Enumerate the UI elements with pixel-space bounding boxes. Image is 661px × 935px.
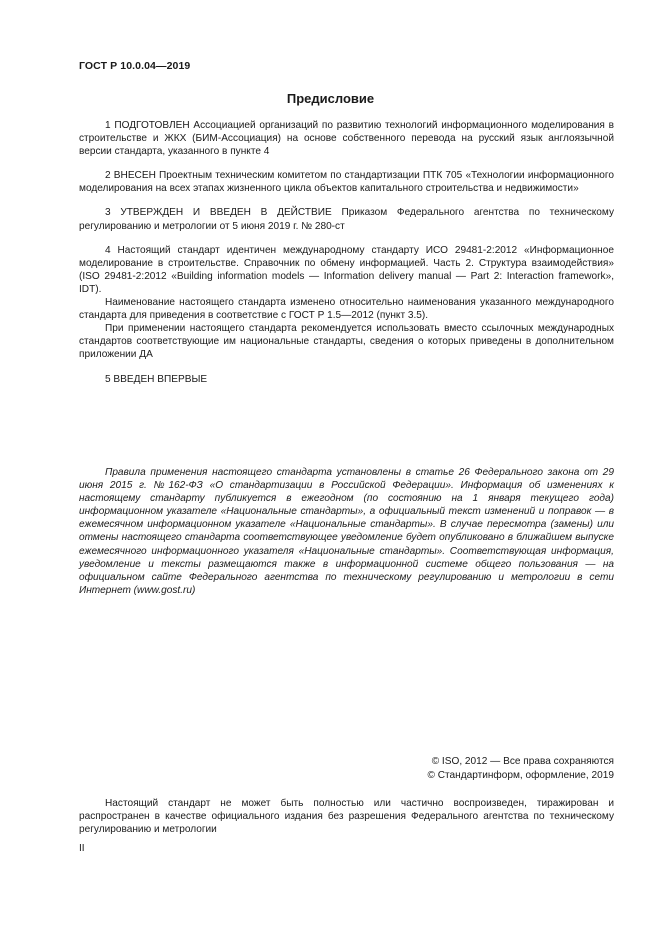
reproduction-notice: [79, 797, 614, 836]
notice-block: [79, 466, 614, 597]
paragraph-references: При применении настоящего стандарта рекомендуется использовать вместо ссылочных международных стандартов соответствующие им национальные стандарты, сведения о которых приведены в дополнительном приложении ДА: [79, 323, 614, 361]
foreword-body: [79, 119, 614, 386]
paragraph-identical: 4 Настоящий стандарт идентичен международному стандарту ИСО 29481-2:2012 «Информационное моделирование в строительстве. Справочник по обмену информацией. Часть 2. Структура взаимодействия» (ISO 29481-2:2012 «Building information models — Information delivery manual — Part 2: Interaction framework», IDT).: [79, 244, 614, 295]
copyright-block: [427, 755, 614, 783]
paragraph-prepared: 1 ПОДГОТОВЛЕН Ассоциацией организаций по развитию технологий информационного моделирования в строительстве и ЖКХ (БИМ-Ассоциация) на основе собственного перевода на русский язык англоязычной версии стандарта, указанного в пункте 4: [79, 120, 614, 158]
reproduction-text: Настоящий стандарт не может быть полностью или частично воспроизведен, тиражирован и распространен в качестве официального издания без разрешения Федерального агентства по техническому регулированию и метрологии: [79, 798, 614, 836]
page-title: Предисловие: [286, 91, 375, 106]
paragraph-first-introduced: 5 ВВЕДЕН ВПЕРВЫЕ: [105, 373, 208, 385]
paragraph-approved: 3 УТВЕРЖДЕН И ВВЕДЕН В ДЕЙСТВИЕ Приказом Федерального агентства по техническому регулированию и метрологии от 5 июня 2019 г. № 280-ст: [79, 207, 614, 232]
standard-id: ГОСТ Р 10.0.04—2019: [79, 60, 191, 72]
page-number: II: [79, 843, 85, 854]
paragraph-introduced: 2 ВНЕСЕН Проектным техническим комитетом по стандартизации ПТК 705 «Технологии информационного моделирования на всех этапах жизненного цикла объектов капитального строительства и недвижимости»: [79, 170, 614, 195]
paragraph-name-changed: Наименование настоящего стандарта изменено относительно наименования указанного международного стандарта для приведения в соответствие с ГОСТ Р 1.5—2012 (пункт 3.5).: [79, 297, 614, 322]
copyright-iso: © ISO, 2012 — Все права сохраняются: [431, 756, 614, 767]
copyright-standartinform: © Стандартинформ, оформление, 2019: [427, 770, 614, 781]
notice-text: Правила применения настоящего стандарта установлены в статье 26 Федерального закона от 29 июня 2015 г. №162-ФЗ «О стандартизации в Российской Федерации». Информация об изменениях к настоящему стандарту публикуется в ежегодном (по состоянию на 1 января текущего года) информационном указателе «Национальные стандарты», а официальный текст изменений и поправок — в ежемесячном информационном указателе «Национальные стандарты». В случае пересмотра (замены) или отмены настоящего стандарта соответствующее уведомление будет опубликовано в ближайшем выпуске ежемесячного информационного указателя «Национальные стандарты». Соответствующая информация, уведомление и тексты размещаются также в информационной системе общего пользования — на официальном сайте Федерального агентства по техническому регулированию и метрологии в сети Интернет (www.gost.ru): [79, 467, 614, 596]
